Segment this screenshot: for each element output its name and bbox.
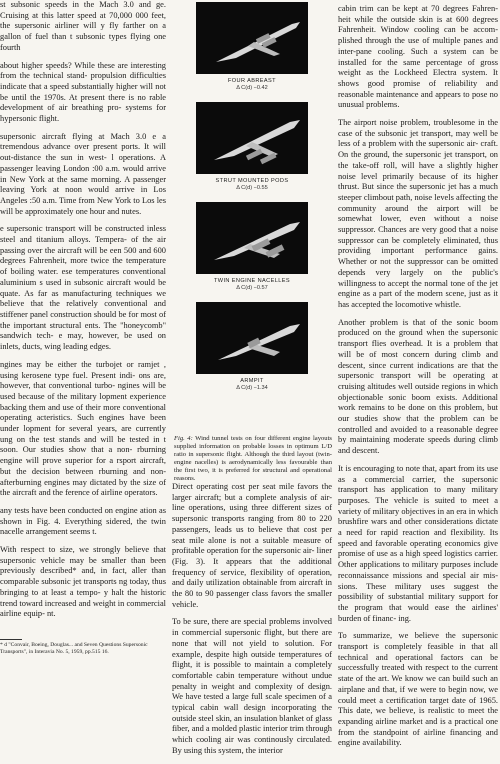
middle-column (172, 482, 332, 764)
paragraph: With respect to size, we strongly believe that supersonic vehicle may be smaller than been previously described* and, in fact, aller than comparable subsonic jet transports ng today, thus bringing to at least a tempo- y halt the historic trend toward increased and weight in commercial airline equip- nt. (0, 545, 166, 619)
panel-value: Δ C(d) −0.42 (236, 85, 268, 91)
figure-number: Fig. 4: (174, 435, 193, 442)
caption-text: Wind tunnel tests on four different engine layouts supplied information on probable losses in optimum L/D ratio in supersonic flight. Although the third layout (twin-engine nacelles) is aerodynamically less favourable than the first two, it is preferred for structural and operational reasons. (174, 435, 332, 482)
footnote: * d "Convair, Boeing, Douglas... and Seven Questions Supersonic Transports", in Interavia No. 5, 1959, pp.515 16. (0, 642, 148, 655)
paragraph: ngines may be either the turbojet or ramjet , using kerosene type fuel. Present indi- ons are, however, that conventional turbo- ngines will be used because of the military lopment experience backing them and use of their more conventional operating acteristics. Such engines have been under lopment for several years, are currently ung on the test stands and will be tested in t soon. Our studies show that a non- rburning engine will prove superior for a rsport aircraft, but the decision between rburning and non-afterburning engines may dictated by the size of the aircraft and the ference of airline operators. (0, 359, 166, 498)
panel-label: STRUT MOUNTED PODS (215, 178, 289, 184)
aircraft-model-photo (196, 102, 308, 174)
paragraph: st subsonic speeds in the Mach 3.0 and ge. Cruising at this latter speed at 70,000 000 feet, the supersonic airliner will y fly farther on a gallon of fuel than t subsonic types flying one fourth (0, 0, 166, 52)
panel-label: FOUR ABREAST (227, 78, 276, 84)
wind-tunnel-photo (172, 102, 332, 202)
aircraft-model-photo (196, 202, 308, 274)
paragraph: Direct operating cost per seat mile favors the larger aircraft; but a complete analysis of air- line operations, using three different sizes of supersonic transports ranging from 80 to 220 passengers, leads us to believe that cost per seat mile alone is not a suitable measure of profitable operation for the supersonic air- liner (Fig. 3). It appears that the additional frequency of service, flexibility of operation, and daily utilization obtainable from aircraft in the 80 to 90 passenger class favors the smaller vehicle. (172, 482, 332, 609)
wind-tunnel-photo (172, 2, 332, 102)
paragraph: The airport noise problem, troublesome in the case of the subsonic jet transport, may well be less of a problem with the supersonic air- craft. On the ground, the supersonic jet transport, on the take-off roll, will have a slightly higher noise level primarily because of its higher thrust. But since the supersonic jet has a much steeper climbout path, noise levels affecting the community around the airport will be somewhat lower, even without a noise suppressor. Chances are very good that a noise suppressor can be completely eliminated, thus providing important performance gains. Whether or not the suppressor can be omitted depends very largely on the public's willingness to accept the normal tone of the jet engine as a part of the modern scene, just as it has accepted the locomotive whistle. (338, 118, 498, 309)
paragraph: cabin trim can be kept at 70 degrees Fahren- heit while the outside skin is at 600 degrees Fahrenheit. Window cooling can be accom- plished through the use of multiple panes and inter-pane cooling. Such a system can be installed for the same percentage of gross weight as the Lockheed Electra system. It shows good promise of reliability and reasonable maintenance and appears to pose no unusual problems. (338, 4, 498, 110)
wind-tunnel-photo (172, 302, 332, 402)
figure-caption (174, 435, 332, 483)
left-column (0, 0, 166, 627)
footnote-rule (0, 639, 22, 640)
figure-4 (172, 2, 332, 402)
panel-value: Δ C(d) −1.34 (236, 385, 268, 391)
paragraph: To be sure, there are special problems involved in commercial supersonic flight, but there are none that will not yield to solution. For example, despite high outside temperatures of flight, it is possible to maintain a completely comfortable cabin temperature without undue penalty in weight and complexity of design. We have tested a large full scale specimen of a typical cabin wall design incorporating the outside steel skin, an insulation blanket of glass fiber, and a molded plastic interior trim through which cooling air was continously circulated. By using this system, the interior (172, 617, 332, 755)
paragraph: any tests have been conducted on engine ation as shown in Fig. 4. Everything sidered, the twin nacelle arrangement seems t. (0, 505, 166, 537)
panel-value: Δ C(d) −0.55 (236, 185, 268, 191)
panel-value: Δ C(d) −0.57 (236, 285, 268, 291)
paragraph: It is encouraging to note that, apart from its use as a commercial carrier, the supersonic transport has application to many military purposes. The vehicle is suited to meet a variety of military objectives in an era in which brushfire wars and other considerations dictate a need for rapid reaction and flexibility. Its speed and favorable operating economics give promise of use as a high speed logistics carrier. Other applications to military purposes include reconnaissance missions and special air mis- sions. These military uses suggest the possibility of substantial military support for the program that would ease the airlines' burden of financ- ing. (338, 463, 498, 623)
paragraph: e supersonic transport will be constructed inless steel and titanium alloys. Tempera- of the air passing over the aircraft will be een 500 and 600 degrees Fahrenheit, more twice the temperature of boiling water. ese temperatures conventional aluminium s used in subsonic aircraft would be quate. As far as manufacturing techniques we believe that the relatively conventional and stiffener panel construction should be for most of the important structural ents. The "honeycomb" sandwich tech- e may, however, be used on inlets, ducts, wing leading edges. (0, 224, 166, 352)
wind-tunnel-photo (172, 202, 332, 302)
paragraph: To summarize, we believe the supersonic transport is completely feasible in that all technical and operational factors can be successfully treated with respect to the current state of the art. We know we can build such an airplane and that, if we were to begin now, we could meet a certification target date of 1965. This date, we believe, is realistic to meet the expanding airline market and is a practical one from the standpoint of airline financing and engine availability. (338, 631, 498, 748)
aircraft-model-photo (196, 2, 308, 74)
paragraph: about higher speeds? While these are interesting from the technical stand- propulsion difficulties indicate that a speed substantially higher will not be until the 1970s. At present there is no rable development of air breathing pro- systems for hypersonic flight. (0, 60, 166, 124)
aircraft-model-photo (196, 302, 308, 374)
paragraph: Another problem is that of the sonic boom produced on the ground when the supersonic transport flies overhead. It is a problem that will be of most concern during climb and descent, since current indications are that the supersonic transport will be operating at cruising altitudes well outside regions in which objectionable sonic boom exists. Additional work remains to be done on this problem, but our studies show that the problem can be controlled and avoided to a reasonable degree by maintaining moderate speeds during climb and descent. (338, 317, 498, 456)
paragraph: supersonic aircraft flying at Mach 3.0 e a tremendous advance over present ports. It will out-distance the sun in west- l operations. A passenger leaving London :00 a.m. would arrive in New York at the same morning. A passenger leaving York at noon would arrive in Los Angeles :50 a.m. Time from New York to Los les will be approximately one hour and nutes. (0, 131, 166, 216)
panel-label: TWIN ENGINE NACELLES (213, 278, 291, 284)
right-column (338, 0, 498, 756)
panel-label: ARMPIT (240, 378, 264, 384)
